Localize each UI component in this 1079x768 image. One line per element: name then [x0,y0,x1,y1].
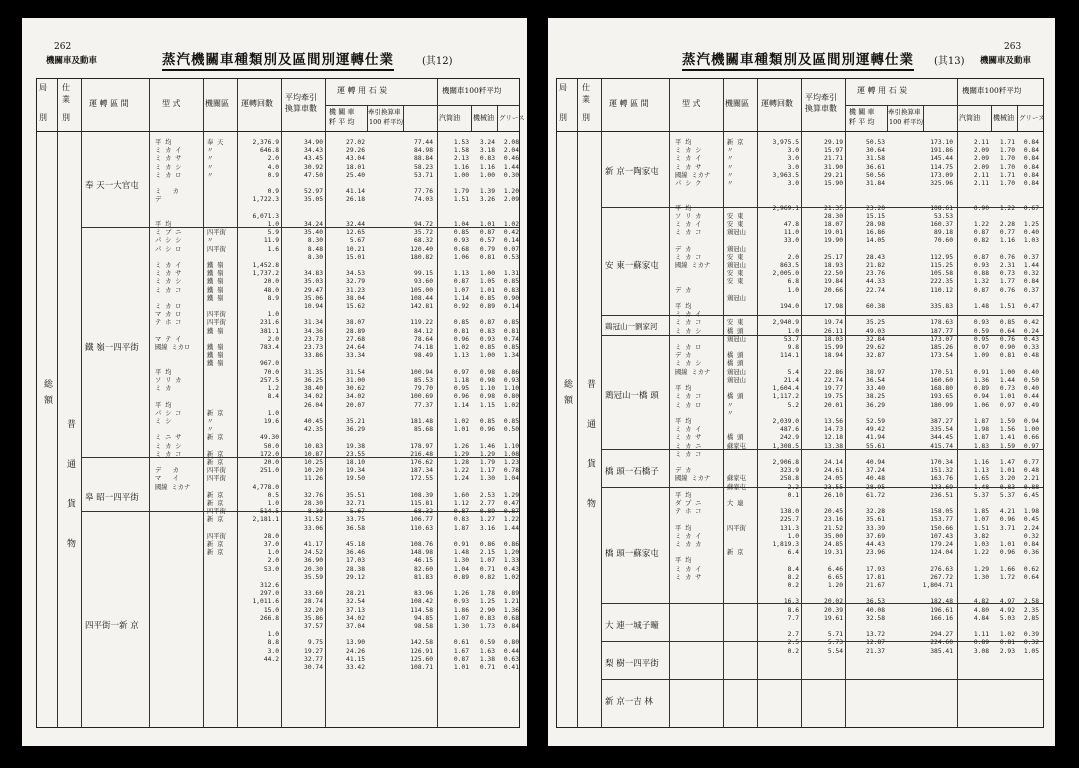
header-coal-km: 機 關 車 [849,108,875,116]
category-label: 普 通 貨 物 [585,379,595,522]
header-type: 型 式 [162,99,181,108]
header-bureau: 局 [39,83,47,92]
header-coal-group: 運 轉 用 石 炭 [857,86,908,95]
header-steam-oil: 汽筒油 [439,114,460,122]
route-name: 大 連一城子疃 [605,621,659,631]
route-name: 奉 天一大官屯 [85,181,139,191]
header-coal-group: 運 轉 用 石 炭 [337,86,388,95]
data-table [556,78,1044,728]
header-avg-trailing: 平均牽引 [285,93,317,102]
depot-column: 新 京 〃 〃 〃 〃 〃 安 東 安 東 鶏冠山 鶏冠山 安 東 鶏冠山 安 東 安 東 鶏冠山 安 東 橋 頭 鶏冠山 橋 頭 橋 頭 鶏冠山 鶏冠山 橋 頭 〃 〃 橋 頭 蘇家屯 蘇家屯 蘇家屯 大 連 四平街 新 京 [727,139,746,557]
runs-column: 2,376.9 646.8 2.0 4.0 0.9 0.9 1,722.3 6,071.3 1.0 5.9 11.9 1.6 1,452.8 1,737.2 20.0 48.0 8.9 1.0 231.6 381.1 2.0 783.4 967.0 70.0 257.5 1.2 8.4 1.0 19.6 49.30 50.0 172.0 20.0 251.0 4,778.0 0.5 1.0 514.5 2,181.1 28.0 37.0 1.0 2.0 53.0 312.6 297.0 1,011.6 15.0 266.8 1.0 8.8 3.0 44.2 [252,139,279,663]
header-per100: 機關車100粁平均 [962,86,1022,95]
coal-km-column: 27.02 29.26 43.04 18.01 25.40 41.14 26.18 32.44 12.65 5.67 10.21 15.01 34.53 32.79 31.23 38.04 15.62 38.07 28.89 27.68 24.64 33.34 31.54 31.00 30.62 34.02 20.07 35.21 36.29 19.38 23.55 18.10 19.34 19.50 35.51 32.71 5.67 33.75 36.58 45.18 36.46 17.03 28.38 29.12 28.21 32.54 37.13 34.02 37.04 13.90 24.26 41.15 33.42 [346,139,365,671]
header-runs: 運轉回數 [761,99,793,108]
header-avg-trailing-b: 換算車數 [805,104,837,113]
header-category-sub: 別 [62,113,70,122]
continuation-label: (其13) [934,56,965,67]
steam-oil-column: 1.53 1.58 2.13 1.16 1.00 1.79 1.51 1.04 0.85 0.93 0.68 1.06 1.13 0.87 1.07 1.14 0.92 0.85 0.81 0.96 1.02 1.13 0.97 1.18 0.95 0.96 1.14 1.02 1.01 1.26 1.29 1.28 1.22 1.24 1.60 1.12 0.87 0.83 1.87 0.91 1.48 1.30 1.04 0.89 1.26 0.93 1.86 1.07 1.30 0.61 1.67 0.87 1.01 [453,139,469,671]
type-column: 平 均 ミ カ シ ミ カ イ ミ カ サ 國線 ミカナ パ シ ク 平 均 ソ リ カ ミ カ イ ミ カ コ デ カ ミ カ コ 國線 ミカナ デ カ 平 均 ミ カ イ ミ カ コ ミ カ シ ミ カ ロ デ カ ミ カ シ 國線 ミカナ 平 均 ミ カ コ ミ カ ロ 平 均 ミ カ イ ミ カ サ ミ カ ニ ミ カ コ デ カ 國線 ミカナ 平 均 ダ プ ニ テ ホ コ 平 均 ミ カ イ ミ カ カ 平 均 ミ カ イ ミ カ サ [675,139,711,581]
route-name: 鶏冠山一劉家河 [605,322,658,331]
grease-column: 2.08 2.04 0.46 1.44 0.30 1.20 2.09 1.02 0.42 0.14 0.07 0.53 1.31 0.85 0.83 0.90 0.14 0.85 0.81 0.74 0.85 1.34 0.86 0.93 1.10 0.80 1.02 0.85 0.50 1.10 1.08 1.23 0.78 1.04 1.29 0.47 0.87 1.22 1.44 0.86 1.20 1.33 0.43 1.02 0.89 1.21 1.36 0.68 0.84 0.80 0.44 0.63 0.41 [503,139,519,671]
section-label: 総 額 [42,379,52,406]
header-steam-oil: 汽筒油 [959,114,980,122]
continuation-label: (其12) [422,56,453,67]
header-depot: 機關區 [205,99,229,108]
header-grease: グリース [1019,114,1045,122]
data-table [36,78,525,728]
header-coal-km-b: 粁 平 均 [329,118,355,126]
header-depot: 機關區 [725,99,749,108]
header-coal-km-b: 粁 平 均 [849,118,875,126]
avg-trailing-column: 34.90 34.43 43.45 30.92 47.50 52.97 35.05 34.24 35.40 8.30 8.48 8.30 34.83 35.03 29.47 35.06 10.94 31.34 34.36 23.73 23.73 33.86 31.35 36.25 38.40 34.02 26.04 40.45 42.35 10.83 10.87 10.25 10.20 11.26 32.76 28.30 8.30 31.52 33.06 41.17 24.52 36.90 20.30 35.59 33.60 28.74 32.20 35.86 37.57 9.75 19.27 32.77 30.74 [304,139,323,671]
left-page [22,18,527,746]
runs-column: 3,975.5 3.0 3.0 3.0 3,963.5 3.0 2,969.1 47.8 11.0 33.0 2.0 863.5 2,005.0 6.8 1.0 194.0 2,940.9 1.0 53.7 9.8 114.1 5.4 21.4 1,604.4 1,117.2 5.2 2,039.0 487.6 242.9 1,308.5 2,906.8 323.9 258.8 2.2 0.1 138.0 225.7 131.3 1.0 1,819.3 6.4 8.4 8.2 0.2 16.3 8.6 7.7 2.7 2.5 0.2 [772,139,799,655]
header-avg-trailing-b: 換算車數 [285,104,317,113]
route-name: 橋 頭一石橋子 [605,467,659,477]
header-route: 運 轉 區 間 [609,99,649,108]
machine-oil-column: 3.24 3.18 0.83 1.16 1.00 1.39 3.26 1.01 0.87 0.57 0.79 0.81 1.00 1.05 1.01 0.85 0.89 0.87 0.83 0.93 0.85 1.00 0.98 0.98 1.10 0.98 1.15 0.85 0.96 1.46 1.29 1.79 1.17 1.30 2.53 2.77 0.89 1.27 3.16 0.86 2.15 1.07 0.71 0.82 1.78 1.25 2.90 0.83 1.73 0.59 1.63 1.38 0.71 [479,139,495,671]
route-name: 鶏冠山一橋 頭 [605,391,659,401]
category-label: 普 通 貨 物 [65,419,75,562]
department-label: 機關車及動車 [980,56,1032,66]
grease-column: 0.84 0.84 0.84 0.84 0.84 0.84 0.67 1.25 0.40 1.03 0.37 1.44 0.32 0.84 0.37 0.47 0.42 0.24 0.43 0.33 0.48 0.40 0.50 0.40 0.44 0.49 0.94 1.00 0.66 0.97 0.77 0.48 2.21 0.88 6.45 1.98 0.45 2.24 0.32 0.84 0.36 0.62 0.64 2.58 2.35 2.85 0.39 0.32 1.05 [1023,139,1039,655]
coal-km-column: 50.53 30.64 31.58 36.61 50.56 31.84 23.20 15.15 28.98 16.86 14.05 28.43 21.82 23.76 44.33 22.74 60.38 35.25 49.03 32.84 29.62 32.87 38.97 36.54 33.40 38.25 36.29 52.59 49.42 41.94 55.61 40.94 37.24 40.48 28.95 61.72 32.28 35.61 33.39 37.69 44.43 23.96 17.93 17.81 21.67 36.53 40.08 32.58 13.72 12.87 21.37 [866,139,885,655]
page-title: 蒸汽機關車種類別及區間別運轉仕業 [162,48,394,71]
header-route: 運 轉 區 間 [89,99,129,108]
coal-tkm-column: 173.10 191.86 145.44 114.75 173.09 325.96 108.61 53.53 160.37 89.18 70.60 112.95 115.25 105.58 222.35 110.12 335.83 178.63 187.77 173.07 185.26 173.54 170.51 160.60 168.80 193.65 180.99 387.27 335.54 344.45 415.74 170.34 151.32 163.76 123.69 236.51 158.05 153.77 150.66 107.43 179.24 124.04 276.63 267.72 1,804.71 182.48 196.61 166.16 294.27 224.60 385.41 [922,139,953,655]
header-type: 型 式 [682,99,701,108]
header-grease: グリース [499,114,525,122]
header-per100: 機關車100粁平均 [442,86,502,95]
page-number: 263 [1004,42,1022,52]
header-coal-tkm-b: 100 粁平均 [369,118,403,126]
route-name: 梨 樹一四平街 [605,659,659,669]
section-label: 総 額 [562,379,572,406]
header-category-sub: 別 [582,113,590,122]
type-column: 平 均 ミ カ イ ミ カ サ ミ カ シ ミ カ ロ ミ カ デ 平 均 ミ ブ ニ パ シ シ パ シ ロ ミ カ イ ミ カ サ ミ カ シ ミ カ コ ミ カ ロ マ カ ロ テ ホ コ マ テ イ 國線 ミカロ 平 均 ソ リ カ ミ カ 平 均 パ シ コ ミ シ ミ ニ サ ミ カ シ ミ カ コ デ カ マ イ 國線 ミカナ [155,139,191,491]
route-name: 橋 頭一蘇家屯 [605,549,659,559]
route-name: 新 京一吉 林 [605,697,653,707]
route-name: 安 東一蘇家屯 [605,261,659,271]
header-machine-oil: 機械油 [993,114,1014,122]
page-title: 蒸汽機關車種類別及區間別運轉仕業 [682,48,914,71]
header-coal-tkm-b: 100 粁平均 [889,118,923,126]
header-coal-tkm: 牽引換算車 [888,108,921,116]
machine-oil-column: 1.71 1.70 1.70 1.70 1.71 1.70 1.22 2.28 0.77 1.16 0.76 2.31 0.73 1.77 0.76 1.51 0.85 0.64 0.76 0.90 0.81 1.00 1.44 0.73 1.01 0.97 1.59 1.56 1.41 1.59 1.47 1.01 3.20 0.83 5.37 4.21 0.96 3.71 1.01 0.96 1.66 1.72 4.97 4.92 5.03 1.02 0.81 2.93 [999,139,1015,655]
depot-column: 奉 天 〃 〃 〃 〃 四平街 〃 四平街 鐵 嶺 鐵 嶺 鐵 嶺 鐵 嶺 鐵 嶺 四平街 四平街 鐵 嶺 鐵 嶺 鐵 嶺 鐵 嶺 新 京 〃 〃 新 京 新 京 新 京 四平街 四平街 新 京 新 京 四平街 新 京 四平街 新 京 新 京 [207,139,226,557]
header-category: 仕 [62,83,70,92]
header-category-b: 業 [582,95,590,104]
header-runs: 運轉回數 [241,99,273,108]
route-name: 鐵 嶺一四平街 [85,343,139,353]
header-machine-oil: 機械油 [473,114,494,122]
avg-trailing-column: 29.19 15.97 21.71 31.90 29.21 15.90 21.35 28.30 18.07 19.01 19.90 25.17 18.93 22.50 19.84 20.66 17.98 19.74 26.11 18.03 15.99 18.94 22.86 22.74 19.77 19.75 20.01 13.56 14.73 12.18 13.38 24.14 24.61 24.05 23.55 26.10 20.45 23.16 21.52 35.00 24.85 19.31 6.46 6.65 1.20 20.02 20.39 19.61 5.71 5.73 5.54 [824,139,843,655]
header-coal-tkm: 牽引換算車 [368,108,401,116]
route-name: 四平街一新 京 [85,621,139,631]
right-page [548,18,1055,746]
header-coal-km: 機 關 車 [329,108,355,116]
header-category: 仕 [582,83,590,92]
page-number: 262 [54,42,72,52]
steam-oil-column: 2.11 2.09 2.09 2.09 2.11 2.11 0.90 1.22 0.87 0.82 0.87 0.93 0.88 1.32 0.87 1.48 0.93 0.59 0.95 0.97 1.09 0.91 1.36 0.89 0.94 1.06 1.87 1.98 1.87 1.83 1.16 1.13 1.65 1.48 5.37 1.85 1.07 1.51 3.82 1.03 1.22 1.29 1.30 4.82 4.80 4.84 1.11 0.89 3.08 [973,139,989,655]
route-name: 新 京一陶家屯 [605,167,659,177]
header-bureau: 局 [559,83,567,92]
route-name: 皋 昭一四平街 [85,493,139,503]
header-category-b: 業 [62,95,70,104]
header-avg-trailing: 平均牽引 [805,93,837,102]
coal-tkm-column: 77.44 84.98 88.84 58.23 53.71 77.76 74.03 94.72 35.72 68.32 120.40 180.82 99.15 93.60 105.00 108.44 142.81 119.22 84.12 78.64 74.18 98.49 100.94 85.53 79.70 100.69 77.37 181.48 85.68 178.97 216.48 176.62 187.34 172.55 108.39 115.81 68.32 106.77 110.63 108.76 148.98 46.15 82.60 81.83 83.96 108.42 114.58 94.85 98.58 142.58 126.91 125.60 108.71 [410,139,433,671]
header-bureau-sub: 別 [39,113,47,122]
header-bureau-sub: 別 [559,113,567,122]
department-label: 機關車及動車 [46,56,98,66]
